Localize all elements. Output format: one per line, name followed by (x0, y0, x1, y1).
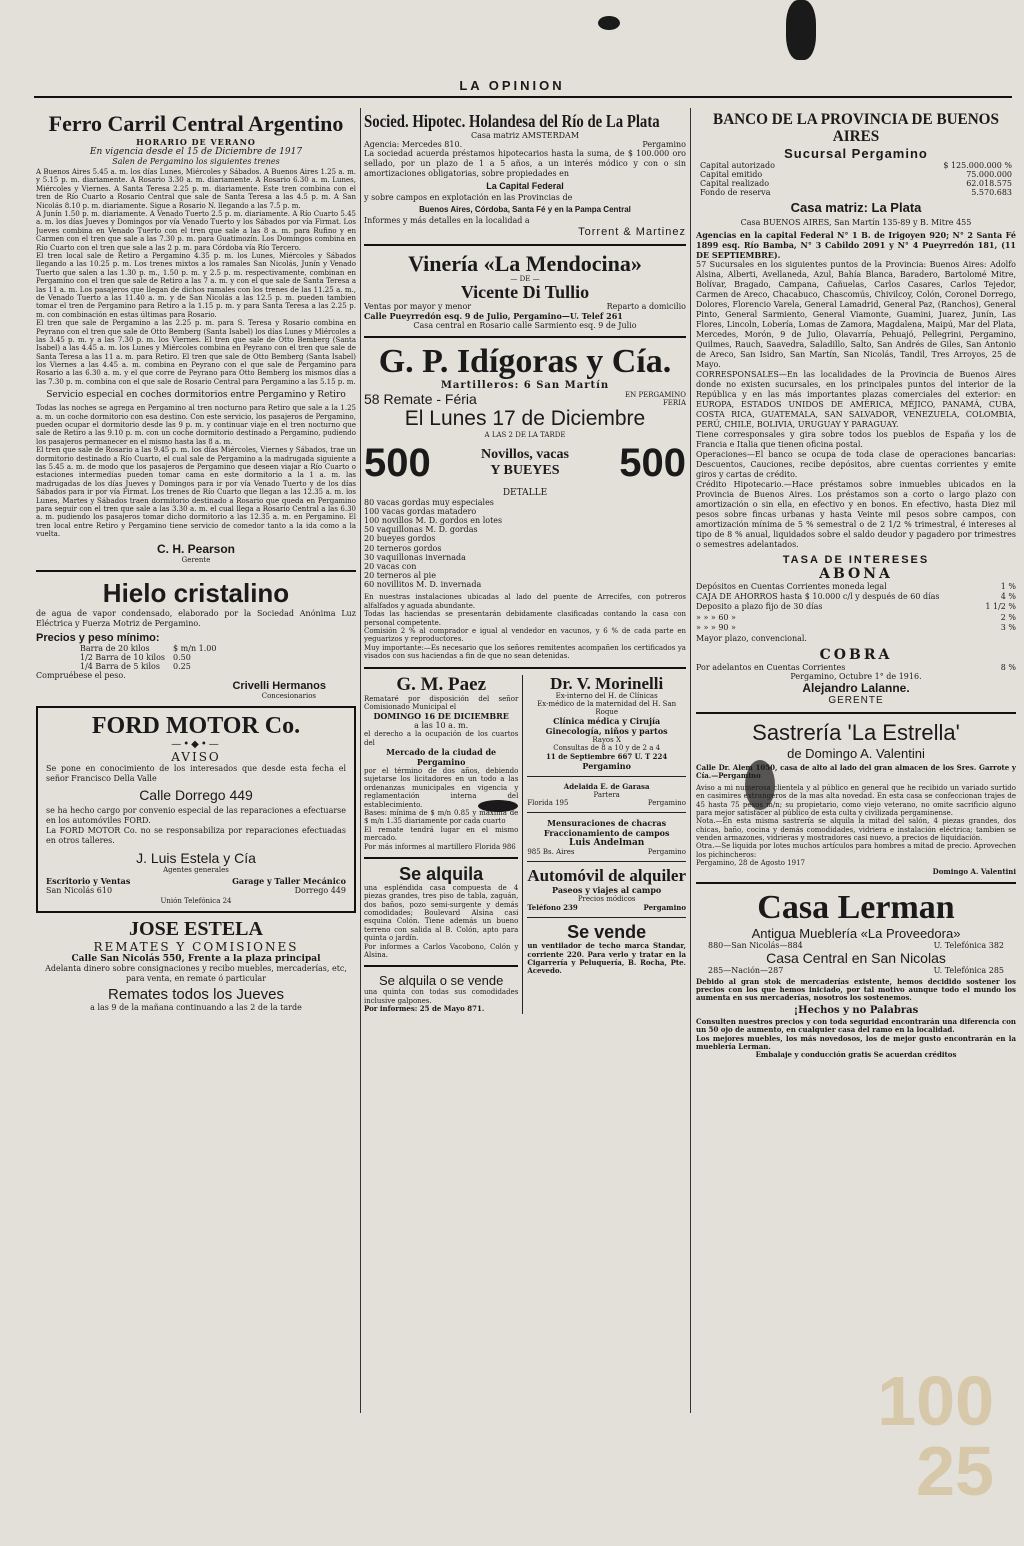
automovil-phone: Teléfono 239 (527, 903, 578, 913)
jose-title: JOSE ESTELA (129, 917, 263, 940)
idigoras-martillero: Martilleros: 6 San Martín (440, 379, 610, 391)
jose-addr: Calle San Nicolás 550, Frente a la plaza principal (71, 953, 321, 964)
ford-ad (36, 706, 356, 913)
table-row (76, 644, 220, 653)
idigoras-num-right: 500 (619, 440, 686, 485)
ford-office-address: San Nicolás 610 (46, 885, 113, 895)
column-2 (364, 112, 686, 1412)
banco-manager-title: GERENTE (828, 694, 884, 706)
ford-ornament: —•◆•— (171, 738, 221, 750)
capital-label: Capital autorizado (700, 160, 775, 170)
small-ads-left (364, 675, 523, 1014)
ferro-title: Ferro Carril Central Argentino (48, 112, 344, 136)
idigoras-en-text: EN PERGAMINO (625, 390, 686, 399)
rate-label: » » » 60 » (696, 612, 736, 622)
morinelli-p1: Ex-interno del H. de Clínicas (555, 692, 658, 701)
divider (527, 861, 686, 862)
table-row (696, 179, 1016, 188)
rate-value: 3 % (1000, 623, 1016, 633)
list-item: 50 vaquillonas M. D. gordas (364, 525, 478, 535)
ferro-intro2: Salen de Pergamino los siguientes trenes (112, 157, 280, 167)
automovil-row (527, 903, 686, 912)
morinelli-p5: Rayos X (592, 736, 621, 745)
morinelli-title: Dr. V. Morinelli (550, 673, 664, 693)
table-row (76, 653, 220, 662)
divider (364, 244, 686, 246)
idigoras-headline (364, 441, 686, 486)
garasa-addr: Florida 195 (527, 799, 569, 808)
banco-cobra-row (696, 663, 1016, 672)
ferro-text: A Junín 1.50 p. m. diariamente. A Venado Tuerto 2.5 p. m. diariamente. A Río Cuarto 5.45 a. m. los días Jueves y Domingos por vía Venado Tuerto y los Sábados por vía Firmat. Los Jueves combina en Venado Tuerto con el tren que sale a las 8 a. m. para Rufino y en Carmen con el tren que sale a las 7.30 p. m. para Guatimozín. Los Domingos combina en Río Cuarto con el tren que sale a las 2 p. m. para Córdoba vía Río Tercero. (36, 210, 356, 252)
idigoras-fecha: El Lunes 17 de Diciembre (404, 406, 646, 430)
hipotec-city: Pergamino (642, 139, 686, 149)
rate-label: Mayor plazo, convencional. (696, 633, 807, 643)
estrella-addr: Calle Dr. Alem 1050, casa de alto al lado del gran almacen de los Sres. Garrote y Cía.—Pergamino (696, 762, 1016, 781)
garasa-row (527, 799, 686, 807)
cobra-label: Por adelantos en Cuentas Corrientes (696, 662, 846, 672)
masthead: LA OPINION (459, 78, 565, 93)
morinelli-p7: 11 de Septiembre 667 U. T 224 (546, 752, 668, 762)
rate-row (696, 623, 1016, 633)
paez-p3: por el término de dos años, debiendo sujetarse los licitadores en un todo a las ordenanzas municipales en vigencia y reglamentación interna del establecimiento. (364, 767, 519, 809)
list-item: 60 novillitos M. D. invernada (364, 580, 482, 590)
list-item: 20 bueyes gordos (364, 534, 436, 544)
jose-sub: REMATES Y COMISIONES (93, 939, 299, 954)
divider (364, 857, 518, 859)
jose-remates: Remates todos los Jueves (108, 985, 284, 1003)
lerman-sub: Antigua Mueblería «La Proveedora» (751, 925, 961, 941)
price-label: 1/4 Barra de 5 kilos (80, 661, 160, 671)
hipotec-casa: Casa matriz AMSTERDAM (470, 130, 580, 140)
rate-value: 2 % (1000, 612, 1016, 622)
vineria-ventas: Ventas por mayor y menor (364, 301, 472, 311)
ford-aviso: AVISO (171, 749, 221, 764)
column-3 (696, 112, 1016, 1412)
banco-title: BANCO DE LA PROVINCIA DE BUENOS AIRES (713, 112, 999, 145)
ferro-signer: C. H. Pearson (156, 541, 236, 556)
list-item: 20 terneros gordos (364, 543, 442, 553)
list-item: 80 vacas gordas muy especiales (364, 497, 494, 507)
estrella-p2: Nota.—En esta misma sastrería se alquila la mitad del salón, 4 piezas grandes, dos chicas, baño, cocina y demás comodidades, vidriera e instalación eléctrica; tambien se venden armazones, vidrieras y mostradores casi nuevo, a precios de liquidación. (696, 817, 1016, 843)
paez-title: G. M. Paez (396, 673, 486, 695)
alquila-title: Se alquila (399, 863, 484, 884)
idigoras-p2: Todas las haciendas se presentarán debidamente clasificadas contando la casa con personal competente. (364, 610, 686, 627)
vineria-title: Vinería «La Mendocina» (408, 250, 642, 276)
idigoras-detalle: DETALLE (502, 487, 548, 498)
jose-hours: a las 9 de la mañana continuando a las 2 de la tarde (90, 1002, 302, 1012)
idigoras-remate: 58 Remate - Féria (364, 390, 477, 407)
paez-p4: Bases: mínima de $ m/n 0.85 y maxima de $ m/n 1.35 diariamente por cada cuarto (364, 809, 519, 826)
lerman-central: Casa Central en San Nicolas (766, 949, 946, 966)
lerman-t1: U. Telefónica 382 (933, 940, 1004, 950)
divider (364, 336, 686, 338)
rate-value: 1 1/2 % (985, 602, 1016, 612)
estrella-sign: Domingo A. Valentini (932, 866, 1016, 876)
banco-manager: Alejandro Lalanne. (802, 680, 910, 695)
ford-agent: J. Luis Estela y Cía (136, 849, 256, 866)
idigoras-p3: Comisión 2 % al comprador e igual al vendedor en vacunos, y 6 % de cada parte en yeguarizos y reproductores. (364, 627, 686, 644)
watermark-top: 100 (877, 1362, 994, 1440)
list-item: 100 vacas gordas matadero (364, 506, 477, 516)
idigoras-p1: En nuestras instalaciones ubicadas al lado del puente de Arrecifes, con potreros alfalfados y aguada abundante. (364, 593, 686, 610)
table-row (696, 170, 1016, 179)
watermark-bottom: 25 (916, 1432, 994, 1510)
banco-sucursal: Sucursal Pergamino (784, 145, 928, 161)
list-item: 20 vacas con (364, 561, 417, 571)
watermark-logo (824, 1362, 994, 1510)
rate-label: Deposito a plazo fijo de 30 días (696, 602, 823, 612)
paez-fecha: DOMINGO 16 DE DICIEMBRE (373, 711, 509, 722)
hielo-price-table (76, 644, 220, 671)
rate-label: Depósitos en Cuentas Corrientes moneda legal (696, 581, 887, 591)
hipotec-ad (364, 112, 686, 238)
ford-garage-address: Dorrego 449 (294, 885, 346, 895)
hielo-ad (36, 578, 356, 700)
banco-agencias: Agencias en la capital Federal N° 1 B. de Irigoyen 920; N° 2 Santa Fé 1899 esq. Río Bamba, N° 3 Cabildo 2091 y N° 4 Pueyrredón 181, (11 DE SEPTIEMBRE). (696, 229, 1016, 260)
morinelli-city: Pergamino (582, 761, 631, 772)
rate-row (696, 592, 1016, 602)
price-label: 1/2 Barra de 10 kilos (80, 652, 166, 662)
banco-cobra: COBRA (819, 646, 893, 663)
cobra-value: 8 % (1000, 662, 1016, 672)
estrella-p3: Otra.—Se liquida por lotes muchos artículos para hombres a mitad de precio. Aprovechen los pichincheros: (696, 842, 1016, 859)
paez-p6: Por más informes al martillero Florida 986 (364, 842, 516, 851)
ford-phone: Unión Telefónica 24 (160, 896, 232, 905)
column-divider (690, 108, 691, 1413)
hielo-desc: de agua de vapor condensado, elaborado por la Sociedad Anónima Luz Eléctrica y Fuerza Motriz de Pergamino. (36, 608, 356, 628)
capital-label: Capital emitido (700, 169, 763, 179)
paez-p2: el derecho a la ocupación de los cuartos del (364, 730, 519, 747)
banco-matriz: Casa matriz: La Plata (790, 199, 922, 215)
ferro-text: El tren que sale de Rosario a las 9.45 p. m. los días Miércoles, Viernes y Sábados, trae un dormitorio destinado a Río Cuarto, el cual sale de Pergamino a la madrugada siguiente a las 5.45 a. m. de modo que los pasajeros de Pergamino que deseen viajar a Río Cuarto o estaciones intermedias pueden tomar cama en este dormitorio a la 1 a. m. las madrugadas de los días Jueves y Domingos para ir por vía Venado Tuerto y de los días Sábados para ir por vía Firmat. Los trenes de Río Cuarto que llegan a las 12.35 a. m. los Lunes, Martes y Sábados traen dormitorio destinado a Rosario que queda en Pergamino para seguir con el tren que sale a las 3.30 a. m. el cual llega a Rosario Central a las 6.30 a. m. pudiendo los pasajeros tomar dicho dormitorio a las 12.35 a. m. en Pergamino. El tren local entre Retiro y Pergamino tiene servicio de comedor tanto a la ida como a la vuelta. (36, 446, 356, 539)
lerman-ad (696, 890, 1016, 1060)
ferro-text: El tren local sale de Retiro a Pergamino 4.35 p. m. los Lunes, Miércoles y Sábados llegando a las 10.25 p. m. Los trenes mixtos a los ramales San Nicolás, Junín y Venado Tuerto que salen a las 1.30 p. m., 1.50 p. m. y 2.5 p. m. respectivamente, combinan en Pergamino con el tren que sale de Retiro a las 7 a. m. y con el que sale de Santa Teresa a las 11 a. m. Los pasajeros que llegan de dichos ramales con los trenes de las 11.25 a. m., de Venado Tuerto a las 11.40 a. m. y de San Nicolás a las 12.5 p. m. pueden tambien tomar el tren de Pergamino para Retiro a la 1.15 p. m. y para Santa Teresa a las 2.25 p. m. con combinación en estas últimas para Rosario. (36, 252, 356, 319)
banco-rates (696, 582, 1016, 644)
alquila-info: Por informes a Carlos Vacobono, Colón y Alsina. (364, 942, 519, 959)
divider (527, 776, 686, 777)
ford-garage (232, 876, 346, 895)
paez-p1: Remataré por disposición del señor Comisionado Municipal el (364, 694, 519, 711)
morinelli-p6: Consultas de 8 a 10 y de 2 a 4 (553, 744, 661, 753)
ford-address: Calle Dorrego 449 (139, 786, 253, 803)
capital-value: 5.570.683 (971, 187, 1012, 197)
ferro-text: Todas las noches se agrega en Pergamino al tren nocturno para Retiro que sale a la 1.25 a. m. un coche dormitorio con esa destino. Con este servicio, los pasajeros de Pergamino, pueden ocupar el dormitorio desde las 9 p. m. y continuar viaje en el tren nocturno que sale de Retiro a las 9.10 p. m. con un coche dormitorio destinado a Pergamino, pudiendo los pasajeros permanecer en el mismo hasta las 8 a. m. (36, 404, 356, 446)
hipotec-p2: y sobre campos en explotación en las Provincias de (364, 192, 573, 202)
ford-p1: Se pone en conocimiento de los interesados que desde esta fecha el señor Francisco Della Valle (46, 763, 346, 783)
idigoras-feria: FERIA (662, 398, 686, 407)
morinelli-p2: Ex-médico de la maternidad del H. San Roque (537, 700, 677, 717)
banco-abona: ABONA (819, 565, 893, 582)
idigoras-en (625, 391, 686, 407)
hipotec-informes: Informes y más detalles en la localidad a (364, 215, 530, 225)
vineria-de: — DE — (510, 274, 540, 283)
divider (36, 570, 356, 572)
divider (696, 882, 1016, 884)
idigoras-remate-row (364, 391, 686, 407)
lerman-t2: U. Telefónica 285 (933, 965, 1004, 975)
hielo-check: Compruébese el peso. (36, 670, 126, 680)
hipotec-p1: La sociedad acuerda préstamos hipotecarios hasta la suma, de $ 100.000 oro sellado, por un plazo de 1 a 5 años, a un interés módico y con o sin amortizaciones obligatorias, sobre propiedades en (364, 148, 686, 178)
vineria-ventas-row (364, 302, 686, 311)
lerman-a1: 880—San Nicolás—884 (708, 940, 803, 950)
ford-garage-label: Garage y Taller Mecánico (232, 875, 346, 886)
list-item: 100 novillos M. D. gordos en lotes (364, 515, 503, 525)
idigoras-ad (364, 344, 686, 661)
ink-blot (598, 16, 620, 30)
garasa-role: Partera (593, 791, 620, 800)
alquila2-info: Por informes: 25 de Mayo 871. (364, 1004, 485, 1014)
hipotec-title: Socied. Hipotec. Holandesa del Río de La Plata (364, 112, 660, 131)
idigoras-p4: Muy importante:—Es necesario que los señores remitentes acompañen los certificados ya visados con sus haciendas a fin de que no sean detenidas. (364, 643, 686, 661)
alquila2-title: Se alquila o se vende (379, 973, 504, 989)
rate-label: CAJA DE AHORROS hasta $ 10.000 c/l y después de 60 días (696, 591, 940, 601)
idigoras-hora: A LAS 2 DE LA TARDE (484, 430, 566, 439)
vineria-calle: Calle Pueyrredón esq. 9 de Julio, Pergamino—U. Telef 261 (364, 310, 623, 321)
vende-text: un ventilador de techo marca Standar, corriente 220. Para verlo y tratar en la Cigarrería y Peluquería, B. Rocha, Pte. Acevedo. (527, 941, 686, 976)
paez-mercado: Mercado de la ciudad de Pergamino (386, 747, 497, 768)
hielo-title: Hielo cristalino (102, 577, 290, 608)
capital-value: $ 125.000.000 % (943, 160, 1012, 170)
rate-row (696, 602, 1016, 612)
jose-estela-ad (36, 919, 356, 1012)
ferro-subtitle: HORARIO DE VERANO (136, 137, 256, 148)
hielo-sign2: Concesionarios (261, 691, 316, 700)
lerman-title: Casa Lerman (757, 889, 955, 927)
table-row (76, 662, 220, 671)
vineria-central: Casa central en Rosario calle Sarmiento esq. 9 de Julio (413, 320, 637, 330)
lerman-p4: Embalaje y conducción gratis Se acuerdan créditos (755, 1050, 957, 1060)
ferro-signer-title: Gerente (181, 555, 211, 564)
price-value: $ m/n 1.00 (173, 643, 217, 653)
ferro-carril-ad (36, 112, 356, 564)
banco-operaciones: Operaciones—El banco se ocupa de toda clase de operaciones bancarias: Descuentos, Cauciones, recibe depósitos, abre cuentas corrientes y emite giros y cartas de crédito. (696, 449, 1016, 479)
mensuras-row (527, 848, 686, 856)
tear-mark (786, 0, 816, 60)
lerman-p1: Debido al gran stok de mercaderías existente, hemos decidido sostener los precios con los que hemos iniciado, por tal motivo aunque todo el mundo los aumenta en sus mercaderías, nosotros los sostenemos. (696, 976, 1016, 1003)
banco-ad (696, 112, 1016, 706)
banco-tasa: TASA DE INTERESES (782, 553, 930, 566)
capital-label: Fondo de reserva (700, 187, 771, 197)
divider (696, 712, 1016, 714)
ford-p2: se ha hecho cargo por convenio especial de las reparaciones a efectuarse en los automóviles FORD. (46, 805, 346, 825)
vineria-owner: Vicente Di Tullio (460, 281, 590, 302)
idigoras-bueyes: Y BUEYES (490, 463, 560, 479)
garasa-city: Pergamino (647, 799, 686, 808)
ford-office (46, 876, 130, 895)
divider (527, 917, 686, 918)
alquila2-text: una quinta con todas sus comodidades inclusive galpones. (364, 988, 519, 1005)
morinelli-p3: Clínica médica y Cirujía (553, 716, 661, 727)
automovil-city: Pergamino (643, 903, 686, 913)
rate-value: 4 % (1000, 591, 1016, 601)
masthead-rule (34, 96, 1012, 98)
paez-hora: a las 10 a. m. (414, 721, 469, 731)
column-1 (36, 112, 356, 1412)
idigoras-title: G. P. Idígoras y Cía. (378, 342, 672, 380)
alquila-text: una espléndida casa compuesta de 4 piezas grandes, tres piso de tabla, zaguán, dos baños, pozo semi-surgente y demás comodidades; Boulevard Alsina casi esquina Colón. Tiene además un bueno terreno con salida al B. Colón, apto para quinta o jardín. (364, 883, 519, 943)
banco-giros: Tiene corresponsales y gira sobre todos los pueblos de España y los de Francia e Italia que tienen oficina postal. (696, 429, 1016, 449)
vineria-ad (364, 252, 686, 330)
mensuras-city: Pergamino (647, 848, 686, 857)
divider (364, 965, 518, 967)
estrella-date: Pergamino, 28 de Agosto 1917 (696, 859, 805, 868)
ferro-service-title: Servicio especial en coches dormitorios entre Pergamino y Retiro (46, 390, 346, 401)
banco-capital-table (696, 161, 1016, 197)
idigoras-list (364, 498, 686, 590)
column-divider (360, 108, 361, 1413)
ford-title: FORD MOTOR Co. (91, 712, 301, 739)
table-row (696, 161, 1016, 170)
price-label: Barra de 20 kilos (80, 643, 150, 653)
lerman-p2: Consulten nuestros precios y con toda seguridad encontrarán una diferencia con un 50 ojo de aumento, en cualquier casa del ramo en la localidad. (696, 1016, 1016, 1035)
hielo-sign: Crivelli Hermanos (232, 679, 326, 692)
garasa-name: Adelaida E. de Garasa (563, 782, 650, 792)
rate-value: 1 % (1000, 581, 1016, 591)
automovil-p1: Paseos y viajes al campo (552, 885, 662, 896)
estrella-owner: de Domingo A. Valentini (787, 745, 925, 761)
banco-sucursales: 57 Sucursales en los siguientes puntos de la Provincia: Buenos Aires: Adolfo Alsina, Alberti, Avellaneda, Azul, Bahía Blanca, Baradero, Bartolomé Mitre, Bolívar, Bragado, Campana, Cañuelas, Carlos Casares, Carlos Tejedor, Carmen de Areco, Chacabuco, Chascomús, Chivilcoy, Colón, Coronel Dorrego, Dolores, Florencio Varela, General Lamadrid, General Paz, (Ranchos), General Pinto, General Sarmiento, General Viamonte, Guamini, Juarez, Junín, Las Flores, Lincoln, Lobería, Lomas de Zamora, Magdalena, Maipú, Mar del Plata, Mercedes, Morón, 9 de Julio, Olavarría, Pehuajó, Pellegrini, Pergamino, Quilmes, Rauch, Saavedra, Saladillo, Salto, San Andrés de Giles, San Antonio de Areco, San Isidro, San Martín, San Nicolás, Tandil, Tres Arroyos, 25 de Mayo. (696, 259, 1016, 369)
estrella-p1: Aviso a mi numerosa clientela y al público en general que he recibido un variado surtido en casimires extrangeros de la mas alta novedad. En esta casa se confeccionan trajes de 45 hasta 75 pesos m/n; su propietario, como viejo veterano, no omite sacrificio alguno para mejor satisfacer al público de esta culta y civilizada pergaminense. (696, 783, 1016, 817)
list-item: 30 vaquillonas invernada (364, 552, 466, 562)
divider (527, 812, 686, 813)
mensuras-addr: 985 Bs. Aires (527, 848, 575, 857)
banco-bsas: Casa BUENOS AIRES, San Martín 135-89 y B. Mitre 455 (740, 217, 972, 227)
ferro-text: A Buenos Aires 5.45 a. m. los días Lunes, Miércoles y Sábados. A Buenos Aires 1.25 a. m. y 5.15 p. m. diariamente. A Rosario 3.30 a. m. diariamente. A Rosario 6.30 a. m. Lunes, Miércoles y Viernes. A Santa Teresa 2.25 p. m. diariamente. Este tren combina con el tren de Río Cuarto a Rosario Central que sale de Santa Teresa a las 4.5 p. m. A San Nicolás 8.10 p. m. diariamente. Sigue a Rosario N. llegando a las 7.5 p. m. (36, 168, 356, 210)
rate-label: » » » 90 » (696, 623, 736, 633)
table-row (696, 188, 1016, 197)
capital-value: 75.000.000 (966, 169, 1012, 179)
ford-locations (46, 876, 346, 895)
banco-corresponsales: CORRESPONSALES—En las localidades de la Provincia de Buenos Aires donde no existen sucursales, en los principales puntos del interior de la República y en las más importantes plazas comerciales del exterior: en EUROPA, ESTADOS UNIDOS DE AMÉRICA, MÉJICO, PANAMÁ, CUBA, COSTA RICA, GUATEMALA, SAN SALVADOR, VENEZUELA, COLOMBIA, PERÚ, CHILE, BOLIVIA, URUGUAY Y PARAGUAY. (696, 369, 1016, 429)
rate-row (696, 634, 1016, 644)
mensuras-title: Mensuraciones de chacras (547, 818, 667, 829)
price-value: 0.50 (173, 652, 191, 662)
price-value: 0.25 (173, 661, 191, 671)
paez-p5: El remate tendrá lugar en el mismo mercado. (364, 825, 519, 843)
banco-date: Pergamino, Octubre 1° de 1916. (790, 671, 922, 681)
automovil-p2: Precios módicos (577, 895, 636, 904)
divider (364, 667, 686, 669)
idigoras-animals-block (481, 447, 569, 479)
hielo-prices-title: Precios y peso mínimo: (36, 631, 160, 644)
hipotec-firm: Torrent & Martinez (578, 225, 686, 238)
lerman-hechos: ¡Hechos y no Palabras (793, 1004, 919, 1016)
ford-agent-sub: Agentes generales (163, 865, 229, 874)
estrella-title: Sastrería 'La Estrella' (752, 719, 960, 745)
lerman-row1 (696, 941, 1016, 950)
capital-value: 62.018.575 (966, 178, 1012, 188)
lerman-row2 (696, 966, 1016, 975)
mensuras-sub: Fraccionamiento de campos (543, 828, 670, 839)
morinelli-p4: Ginecología, niños y partos (545, 726, 668, 737)
small-ads-right (523, 675, 686, 1014)
small-ads-grid (364, 675, 686, 1014)
hipotec-provs: Buenos Aires, Córdoba, Santa Fé y en la Pampa Central (419, 204, 631, 214)
lerman-p3: Los mejores muebles, los más novedosos, los de mejor gusto encontrarán en la mueblería Lerman. (696, 1033, 1016, 1052)
ford-office-label: Escritorio y Ventas (46, 875, 131, 886)
capital-label: Capital realizado (700, 178, 770, 188)
rate-row (696, 613, 1016, 623)
hipotec-agencia: Agencia: Mercedes 810. (364, 139, 463, 149)
rate-row (696, 582, 1016, 592)
hipotec-agencia-row (364, 140, 686, 149)
vineria-reparto: Reparto a domicilio (606, 301, 686, 311)
lerman-a2: 285—Nación—287 (708, 965, 784, 975)
ferro-text: El tren que sale de Pergamino a las 2.25 p. m. para S. Teresa y Rosario combina en Peyrano con el tren que sale de Otto Bemberg (Santa Isabel) los días Lunes y Miércoles a las 3.45 p. m. y a las 7.30 p. m. los Viernes. El tren que sale de Otto Bemberg (Santa Isabel) a las 4.45 a. m. los Lunes y Miércoles combina en Peyrano con el tren que sale de Santa Teresa a las 11 a. m. para Retiro. El tren que sale de Otto Bemberg (Santa Isabel) los Viernes a las 4.45 a. m. combina en Peyrano con el que sale de Pergamino para Rosario a las 6.30 a. m. y el que corre de Peyrano para Otto Bemberg los mismos días a las 7.30 p. m. combina con el que sale de Rosario Central para Pergamino a las 5.15 p. m. (36, 319, 356, 386)
ford-p3: La FORD MOTOR Co. no se responsabiliza por reparaciones efectuadas en otros talleres. (46, 825, 346, 845)
idigoras-animals: Novillos, vacas (481, 447, 569, 463)
mensuras-name: Luis Andelman (568, 838, 645, 849)
jose-text: Adelanta dinero sobre consignaciones y recibo muebles, mercaderías, etc, para venta, en remate ó particular (45, 963, 347, 983)
estrella-ad (696, 720, 1016, 876)
idigoras-num-left: 500 (364, 440, 431, 485)
hipotec-capital: La Capital Federal (486, 180, 564, 191)
automovil-title: Automóvil de alquiler (527, 866, 686, 886)
list-item: 20 terneros al pie (364, 571, 436, 581)
ferro-intro: En vigencia desde el 15 de Diciembre de 1917 (89, 147, 303, 158)
banco-hipotecario: Crédito Hipotecario.—Hace préstamos sobre inmuebles ubicados en la Provincia de Buenos Aires. Los préstamos son a corto o largo plazo con amortización o sin ella, en efectivo y en bonos. En efectivo, hasta Diez mil pesos sobre fincas urbanas y hasta Veinte mil pesos sobre campos, con amortización mínima de 5 % semestral o de 2 1/2 % trimestral, é intereses al tipo de 8 % anual, liquidados sobre el saldo deudor y pagadero por trimestres o semestres adelantados. (696, 479, 1016, 549)
vende-title: Se vende (567, 922, 647, 943)
